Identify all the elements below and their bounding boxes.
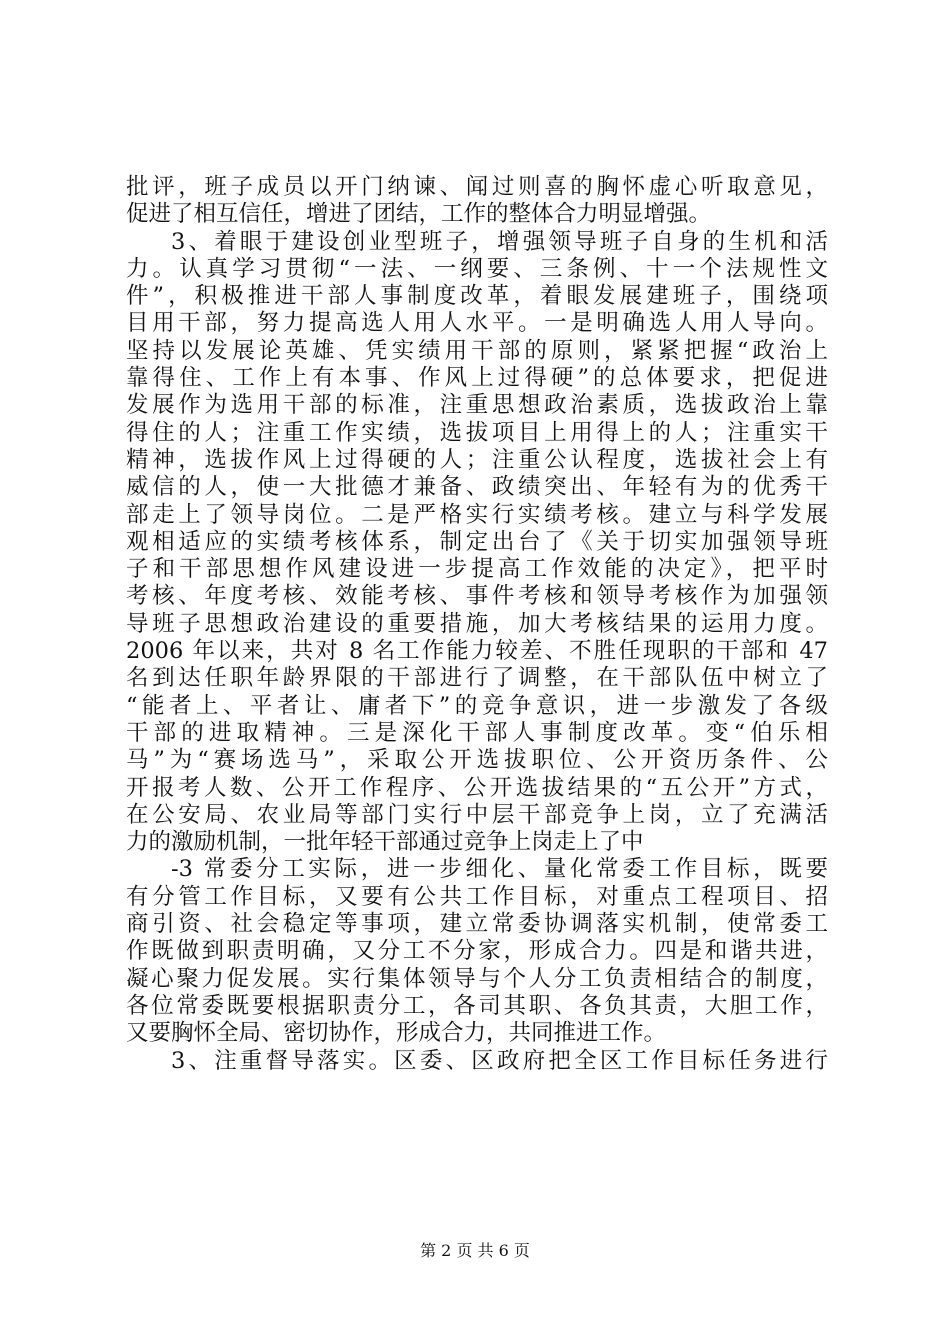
text-line: 马”为“赛场选马”，采取公开选拔职位、公开资历条件、公 xyxy=(126,747,828,774)
text-line: 3、着眼于建设创业型班子，增强领导班子自身的生机和活 xyxy=(171,228,828,255)
text-line: 发展作为选用干部的标准，注重思想政治素质，选拔政治上靠 xyxy=(126,392,828,419)
text-line: 促进了相互信任，增进了团结，工作的整体合力明显增强。 xyxy=(126,201,712,228)
text-line: 部走上了领导岗位。二是严格实行实绩考核。建立与科学发展 xyxy=(126,501,828,528)
text-line: 商引资、社会稳定等事项，建立常委协调落实机制，使常委工 xyxy=(126,911,828,938)
text-line: 3、注重督导落实。区委、区政府把全区工作目标任务进行 xyxy=(171,1047,828,1074)
text-line: 考核、年度考核、效能考核、事件考核和领导考核作为加强领 xyxy=(126,583,828,610)
text-line: 作既做到职责明确，又分工不分家，形成合力。四是和谐共进， xyxy=(126,938,828,965)
text-line: “能者上、平者让、庸者下”的竞争意识，进一步激发了各级 xyxy=(126,692,828,719)
text-line: 各位常委既要根据职责分工，各司其职、各负其责，大胆工作， xyxy=(126,992,828,1019)
text-line: 导班子思想政治建设的重要措施，加大考核结果的运用力度。 xyxy=(126,610,828,637)
text-line: 目用干部，努力提高选人用人水平。一是明确选人用人导向。 xyxy=(126,310,828,337)
text-line: 干部的进取精神。三是深化干部人事制度改革。变“伯乐相 xyxy=(126,719,828,746)
text-line: 名到达任职年龄界限的干部进行了调整，在干部队伍中树立了 xyxy=(126,665,828,692)
text-line: 精神，选拔作风上过得硬的人；注重公认程度，选拔社会上有 xyxy=(126,446,828,473)
text-line: 力。认真学习贯彻“一法、一纲要、三条例、十一个法规性文 xyxy=(126,255,828,282)
text-line: -3 常委分工实际，进一步细化、量化常委工作目标，既要 xyxy=(171,856,828,883)
text-line: 观相适应的实绩考核体系，制定出台了《关于切实加强领导班 xyxy=(126,528,828,555)
text-line: 靠得住、工作上有本事、作风上过得硬”的总体要求，把促进 xyxy=(126,365,828,392)
document-body xyxy=(126,174,828,1075)
text-line: 件”，积极推进干部人事制度改革，着眼发展建班子，围绕项 xyxy=(126,283,828,310)
text-line: 凝心聚力促发展。实行集体领导与个人分工负责相结合的制度， xyxy=(126,965,828,992)
text-line: 在公安局、农业局等部门实行中层干部竞争上岗，立了充满活 xyxy=(126,801,828,828)
text-line: 子和干部思想作风建设进一步提高工作效能的决定》，把平时 xyxy=(126,556,828,583)
text-line: 开报考人数、公开工作程序、公开选拔结果的“五公开”方式， xyxy=(126,774,828,801)
text-line: 批评，班子成员以开门纳谏、闻过则喜的胸怀虚心听取意见， xyxy=(126,174,828,200)
text-line: 得住的人；注重工作实绩，选拔项目上用得上的人；注重实干 xyxy=(126,419,828,446)
text-line: 力的激励机制，一批年轻干部通过竞争上岗走上了中 xyxy=(126,829,644,856)
text-line: 又要胸怀全局、密切协作，形成合力，共同推进工作。 xyxy=(126,1020,667,1047)
text-line: 有分管工作目标，又要有公共工作目标，对重点工程项目、招 xyxy=(126,883,828,910)
text-line: 坚持以发展论英雄、凭实绩用干部的原则，紧紧把握“政治上 xyxy=(126,337,828,364)
text-line: 威信的人，使一大批德才兼备、政绩突出、年轻有为的优秀干 xyxy=(126,474,828,501)
text-line: 2006 年以来，共对 8 名工作能力较差、不胜任现职的干部和 47 xyxy=(126,638,828,665)
page-footer: 第 2 页 共 6 页 xyxy=(420,1241,530,1260)
